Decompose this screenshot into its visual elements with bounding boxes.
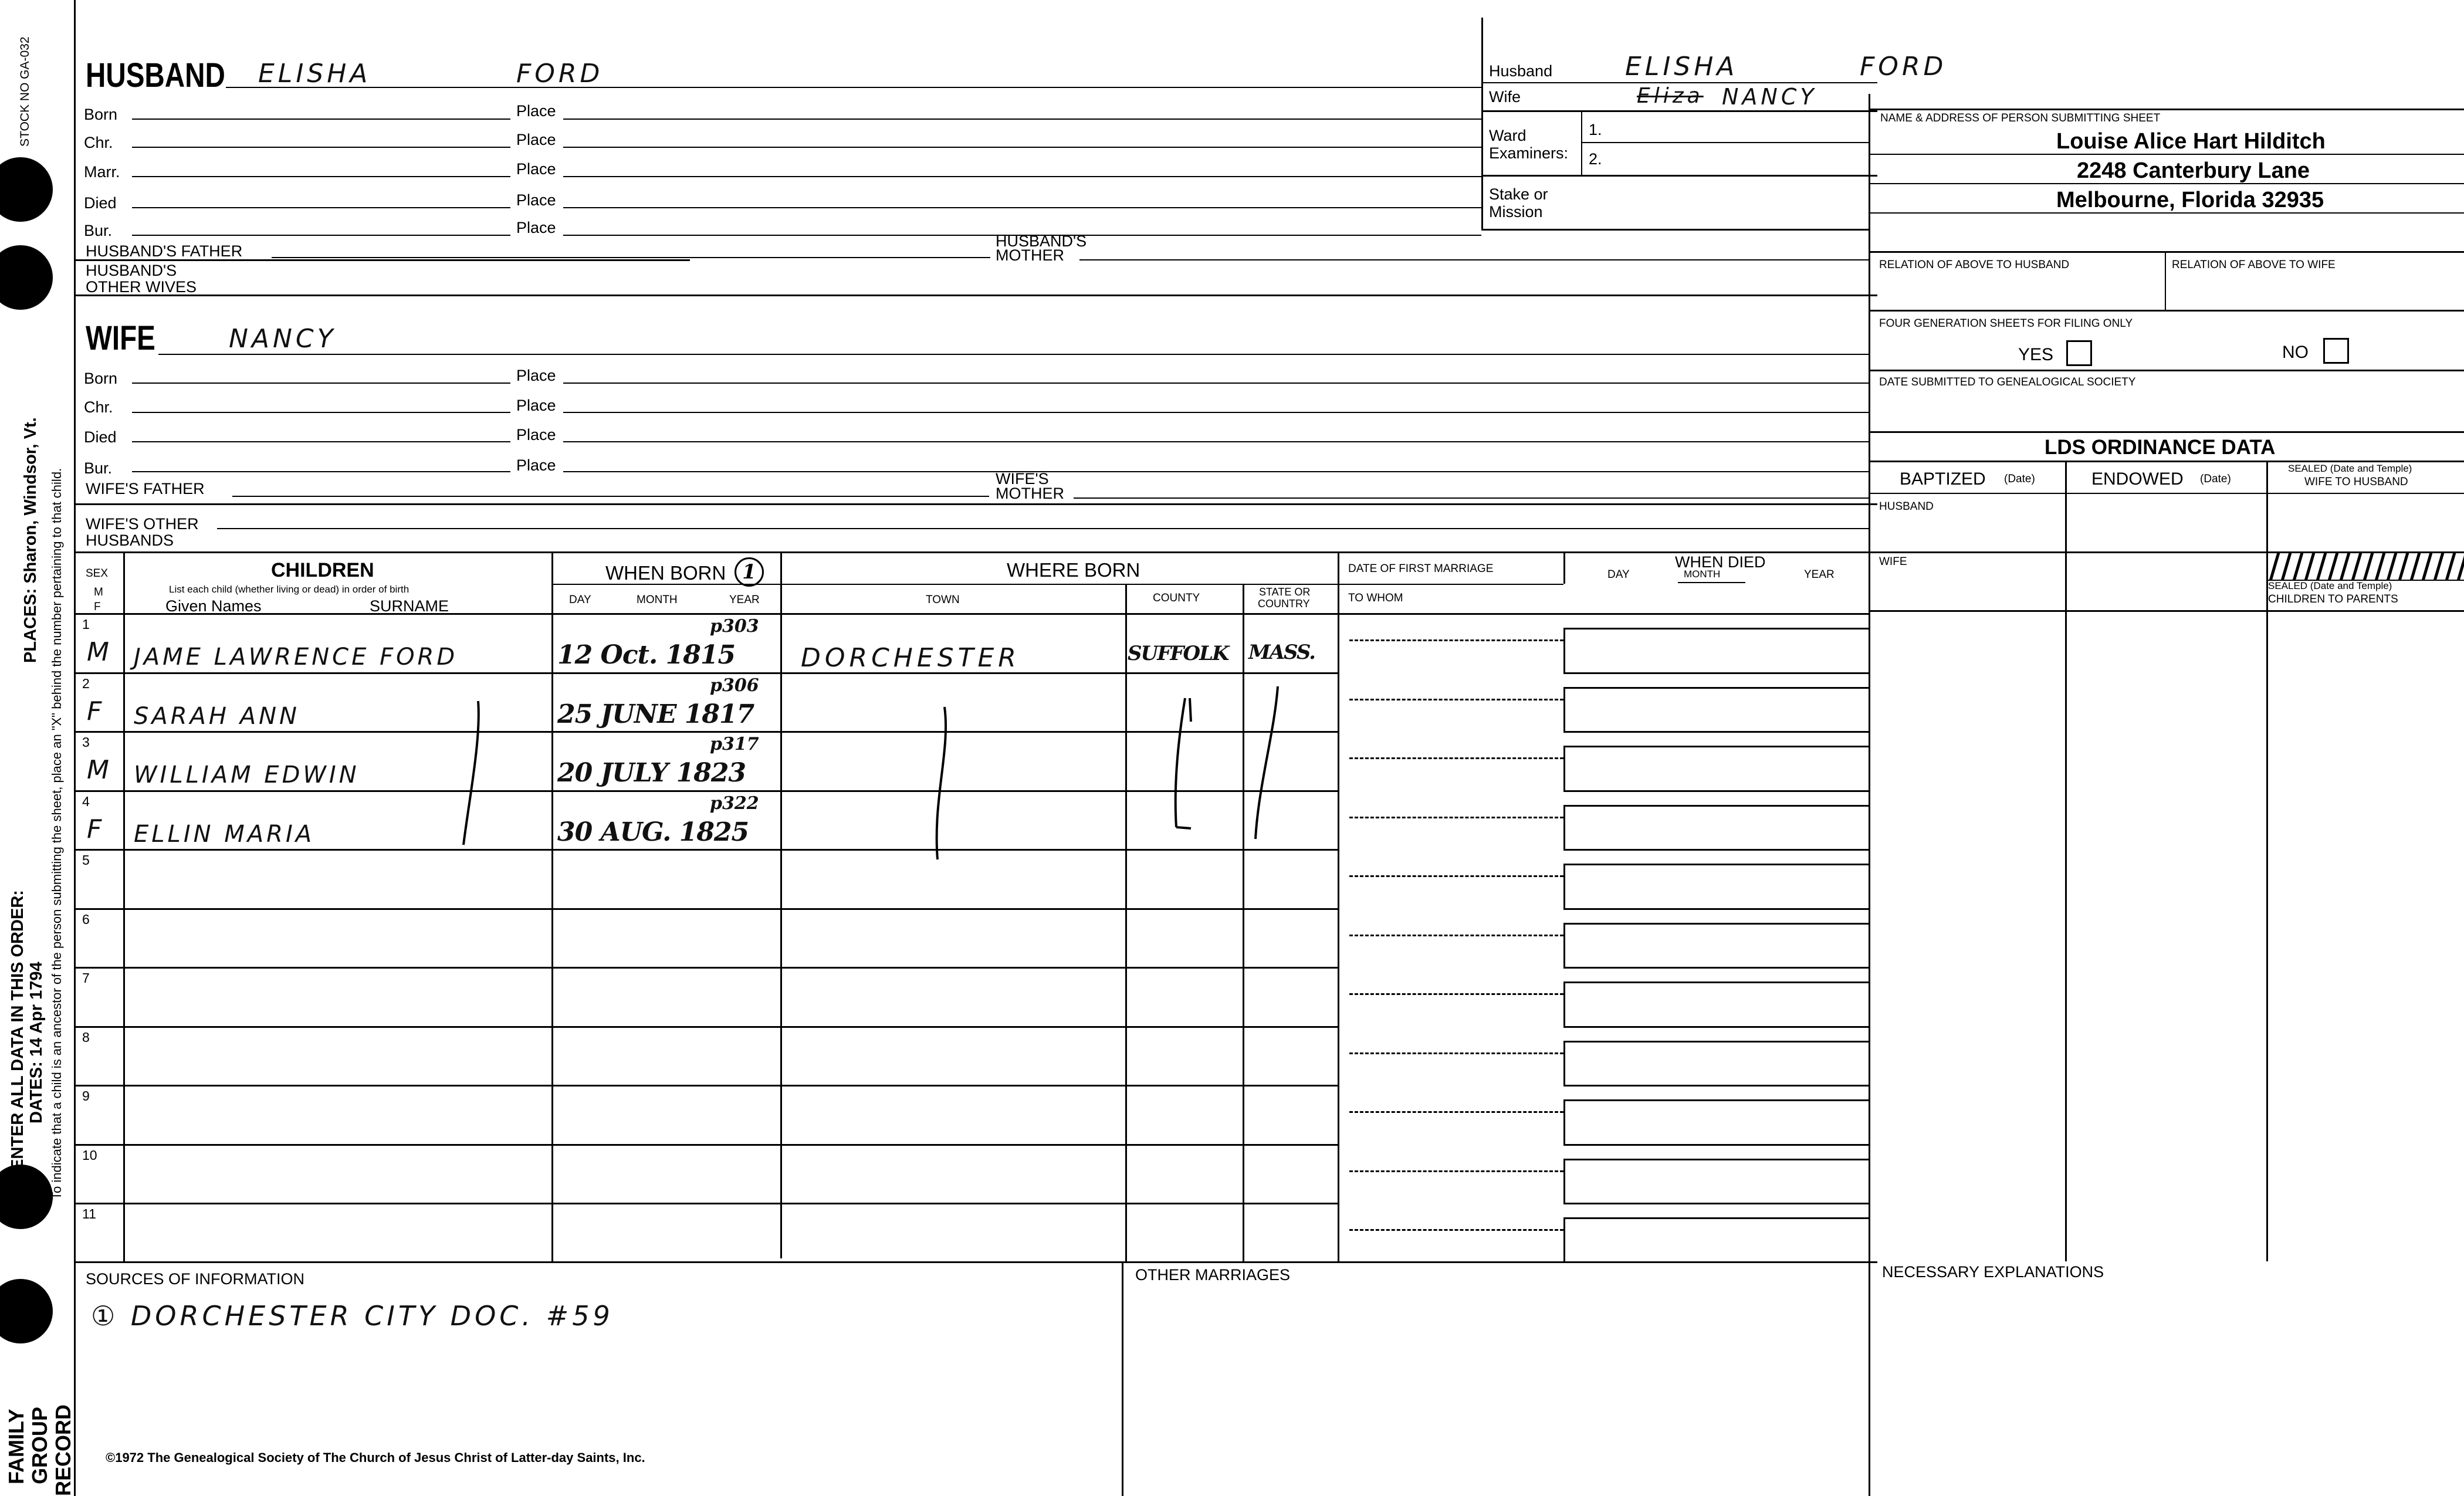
given-names-header: Given Names <box>165 597 262 615</box>
lds-ordinance-title: LDS ORDINANCE DATA <box>2045 436 2276 459</box>
child-number: 9 <box>82 1088 90 1104</box>
sealed-wife-header: SEALED (Date and Temple) <box>2288 463 2412 474</box>
marriage-date-line <box>1349 1170 1563 1172</box>
child-number: 6 <box>82 912 90 927</box>
child-name: ELLIN MARIA <box>134 821 315 848</box>
husband-heading: HUSBAND <box>86 56 225 94</box>
date-submitted-label: DATE SUBMITTED TO GENEALOGICAL SOCIETY <box>1879 376 2136 388</box>
submitter-city: Melbourne, Florida 32935 <box>2056 188 2324 212</box>
child-number: 1 <box>82 617 90 632</box>
husband-chr-place-label: Place <box>516 131 556 148</box>
child-record-page: p322 <box>710 793 759 814</box>
yes-label: YES <box>2018 345 2054 364</box>
child-birth-town: DORCHESTER <box>801 643 1020 673</box>
child-number: 4 <box>82 794 90 809</box>
state-header: STATE OR <box>1259 586 1311 598</box>
copyright-notice: ©1972 The Genealogical Society of The Church of Jesus Christ of Latter-day Saints, Inc. <box>106 1450 645 1465</box>
sex-header: SEX <box>86 567 109 580</box>
dates-note: DATES: 14 Apr 1794 <box>27 962 46 1123</box>
submitter-name: Louise Alice Hart Hilditch <box>2056 129 2326 154</box>
child-number: 3 <box>82 735 90 750</box>
family-group-record-sheet: STOCK NO GA-032 PLACES: Sharon, Windsor, Vt. ENTER ALL DATA IN THIS ORDER: DATES: 14 Apr 1794 To indicate that a child is an ancestor of the person submitting the sheet, place an "X" behind the number pertaining to that child. FAMILY GROUP RECORD HUSBAND ELISHA FORD Born Place Chr. Place Marr. Place Died Place Bur. Place HUSBAND'S FATHER HUSBAND'S MOTHER HUSBAND'S OTHER WIVES WIFE NANCY Born Place Chr. Place Died Place Bur. Place WIFE'S FATHER WIFE'S MOTHER WIFE'S OTHER HUSBANDS Husband ELISHA FORD Wife Eliza NANCY Ward Examiners: 1. 2. Stake or Mission NAME & ADDRESS OF PERSON SUBMITTING SHEET Louise Alice Hart Hilditch 2248 Canterbury Lane Melbourne, Florida 32935 RELATION OF ABOVE TO HUSBAND RELATION OF ABOVE TO WIFE FOUR GENERATION SHEETS FOR FILING ONLY YES NO DATE SUBMITTED TO GENEALOGICAL SOCIETY LDS ORDINANCE DATA BAPTIZED (Date) ENDOWED (Date) SEALED (Date and Temple) WIFE TO HUSBAND HUSBAND WIFE SEALED (Date and Temple) CHILDREN TO PARENTS SEX M F CHILDREN List each child (whether living or dead) in order of birth Given Names SURNAME WHEN BORN 1 DAY MONTH YEAR WHERE BORN TOWN COUNTY STATE OR COUNTRY DATE OF FIRST MARRIAGE TO WHOM WHEN DIED DAY MONTH YEAR SOURCES OF INFORMATION ① DORCHESTER CITY DOC. #59 OTHER MARRIAGES NECESSARY EXPLANATIONS ©1972 The Genealogical Society of The Church of Jesus Christ of Latter-day Saints, Inc. 1 M JAME LAWRENCE FORD 12 Oct. 1815 p303 DORCHESTER SUFFOLK MASS. 2 F SARAH ANN 25 JUNE 1817 p306 3 M WILLIAM EDWIN 20 JULY 1823 p317 4 F ELLIN MARIA 30 AUG. 1825 p322 5 6 7 8 9 10 11 <box>0 0 2464 1496</box>
husbands-mother-label: HUSBAND'S <box>996 232 1087 250</box>
child-sex: M <box>87 637 109 667</box>
where-born-header: WHERE BORN <box>1007 559 1140 581</box>
source-entry: ① DORCHESTER CITY DOC. #59 <box>91 1300 614 1332</box>
title-family: FAMILY <box>4 1409 28 1484</box>
wife-chr-label: Chr. <box>84 398 113 416</box>
husband-marr-place-label: Place <box>516 160 556 178</box>
other-marriages-label: OTHER MARRIAGES <box>1135 1266 1291 1284</box>
summary-wife-given: NANCY <box>1722 84 1817 110</box>
necessary-explanations-label: NECESSARY EXPLANATIONS <box>1882 1263 2104 1281</box>
wife-given-name: NANCY <box>229 324 337 354</box>
stake-label: Stake or <box>1489 185 1548 203</box>
relation-to-husband-label: RELATION OF ABOVE TO HUSBAND <box>1879 259 2070 271</box>
marriage-date-line <box>1349 875 1563 877</box>
child-birth-date: 30 AUG. 1825 <box>557 817 749 847</box>
husband-born-label: Born <box>84 106 118 123</box>
children-header: CHILDREN <box>271 559 374 581</box>
wife-heading: WIFE <box>86 319 155 357</box>
ward-label: Ward <box>1489 127 1527 144</box>
child-name: SARAH ANN <box>134 703 300 730</box>
husband-chr-label: Chr. <box>84 134 113 151</box>
ancestor-note: To indicate that a child is an ancestor of the person submitting the sheet, place an "X" behind the number pertaining to that child. <box>49 468 64 1200</box>
marriage-date-line <box>1349 817 1563 818</box>
husband-given-name: ELISHA <box>258 59 371 89</box>
baptized-header: BAPTIZED <box>1900 469 1986 489</box>
child-record-page: p303 <box>710 616 759 637</box>
child-record-page: p317 <box>710 734 759 754</box>
submitter-street: 2248 Canterbury Lane <box>2077 158 2310 183</box>
endowed-header: ENDOWED <box>2091 469 2184 489</box>
lds-wife-label: WIFE <box>1879 556 1907 568</box>
marriage-date-line <box>1349 935 1563 936</box>
summary-husband-label: Husband <box>1489 62 1553 80</box>
child-sex: F <box>87 696 102 726</box>
child-record-page: p306 <box>710 675 759 696</box>
submitter-header: NAME & ADDRESS OF PERSON SUBMITTING SHEET <box>1880 112 2161 124</box>
to-whom-header: TO WHOM <box>1348 592 1403 604</box>
county-header: COUNTY <box>1153 592 1200 604</box>
husband-bur-label: Bur. <box>84 222 113 239</box>
title-group: GROUP <box>28 1406 52 1484</box>
relation-to-wife-label: RELATION OF ABOVE TO WIFE <box>2172 259 2336 271</box>
child-number: 5 <box>82 852 90 868</box>
first-marriage-header: DATE OF FIRST MARRIAGE <box>1348 563 1494 575</box>
wifes-mother-label: WIFE'S <box>996 470 1049 488</box>
child-number: 8 <box>82 1030 90 1045</box>
wife-born-label: Born <box>84 370 118 387</box>
husband-surname: FORD <box>516 59 604 89</box>
no-label: NO <box>2282 343 2309 362</box>
wife-died-label: Died <box>84 428 117 446</box>
husband-died-label: Died <box>84 194 117 212</box>
child-number: 11 <box>82 1206 96 1221</box>
summary-wife-struck-name: Eliza <box>1637 84 1704 108</box>
surname-header: SURNAME <box>370 597 449 615</box>
child-number: 10 <box>82 1148 97 1163</box>
child-number: 2 <box>82 676 90 691</box>
wifes-other-husbands-label: WIFE'S OTHER <box>86 515 199 533</box>
husbands-father-label: HUSBAND'S FATHER <box>86 242 243 260</box>
examiner-2: 2. <box>1589 150 1602 168</box>
child-birth-county: SUFFOLK <box>1128 642 1228 665</box>
order-note: ENTER ALL DATA IN THIS ORDER: <box>8 890 27 1170</box>
children-list-note: List each child (whether living or dead) in order of birth <box>169 584 409 595</box>
husband-marr-label: Marr. <box>84 163 120 181</box>
husband-bur-place-label: Place <box>516 219 556 236</box>
marriage-date-line <box>1349 993 1563 995</box>
marriage-date-line <box>1349 1229 1563 1231</box>
child-sex: M <box>87 755 109 785</box>
examiner-1: 1. <box>1589 121 1602 138</box>
child-name: JAME LAWRENCE FORD <box>134 644 458 671</box>
marriage-date-line <box>1349 757 1563 759</box>
when-died-header: WHEN DIED <box>1675 553 1766 571</box>
circled-source-note: 1 <box>735 557 764 587</box>
marriage-date-line <box>1349 1111 1563 1113</box>
child-number: 7 <box>82 970 90 986</box>
day-header: DAY <box>569 594 591 606</box>
sources-label: SOURCES OF INFORMATION <box>86 1270 305 1288</box>
year-header: YEAR <box>729 594 760 606</box>
child-name: WILLIAM EDWIN <box>134 761 360 788</box>
places-note: PLACES: Sharon, Windsor, Vt. <box>21 417 40 663</box>
marriage-date-line <box>1349 699 1563 700</box>
husband-born-place-label: Place <box>516 102 556 120</box>
examiners-label: Examiners: <box>1489 144 1569 162</box>
wifes-father-label: WIFE'S FATHER <box>86 480 205 497</box>
month-header: MONTH <box>637 594 678 606</box>
child-birth-date: 25 JUNE 1817 <box>557 699 754 729</box>
town-header: TOWN <box>926 594 960 606</box>
summary-husband-surname: FORD <box>1860 52 1947 82</box>
sealed-children-header: SEALED (Date and Temple) <box>2268 580 2392 591</box>
marriage-date-line <box>1349 639 1563 641</box>
child-birth-date: 12 Oct. 1815 <box>557 640 736 670</box>
four-generation-label: FOUR GENERATION SHEETS FOR FILING ONLY <box>1879 317 2133 330</box>
lds-husband-label: HUSBAND <box>1879 500 1934 513</box>
wife-bur-label: Bur. <box>84 459 113 477</box>
child-birth-date: 20 JULY 1823 <box>557 758 746 788</box>
summary-wife-label: Wife <box>1489 88 1521 106</box>
marriage-date-line <box>1349 1052 1563 1054</box>
stock-number: STOCK NO GA-032 <box>18 36 32 147</box>
husband-died-place-label: Place <box>516 191 556 209</box>
husbands-other-wives-label: HUSBAND'S <box>86 262 177 279</box>
child-sex: F <box>87 814 102 844</box>
summary-husband-given: ELISHA <box>1625 52 1738 82</box>
when-born-header: WHEN BORN <box>605 562 726 584</box>
child-birth-state: MASS. <box>1248 641 1315 664</box>
title-record: RECORD <box>51 1404 75 1496</box>
